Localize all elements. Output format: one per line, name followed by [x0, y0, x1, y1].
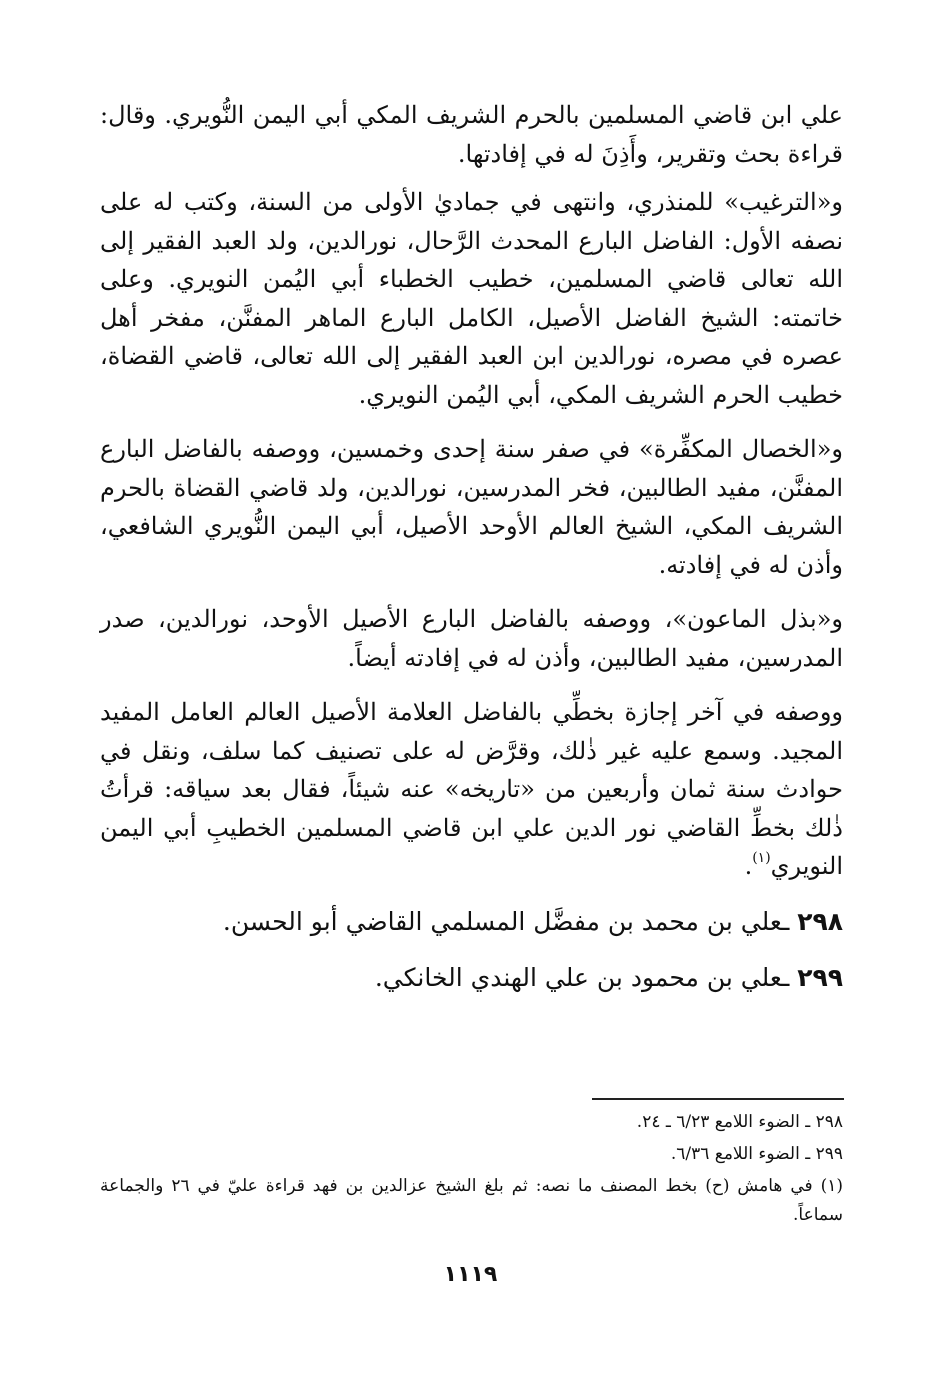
main-text	[100, 96, 843, 1014]
footnote-reference: (١)	[752, 850, 771, 866]
footnote-1: (١) في هامش (ح) بخط المصنف ما نصه: ثم بلغ الشيخ عزالدين بن فهد قراءة عليّ في ٢٦ والجماعة سماعاً.	[100, 1176, 843, 1225]
paragraph-badhl: و«بذل الماعون»، ووصفه بالفاضل البارع الأصيل الأوحد، نورالدين، صدر المدرسين، مفيد الطالبين، وأذن له في إفادته أيضاً.	[100, 605, 843, 672]
entry-number: ٢٩٩	[797, 962, 843, 992]
paragraph-khisal: و«الخصال المكفِّرة» في صفر سنة إحدى وخمسين، ووصفه بالفاضل البارع المفنَّن، مفيد الطالبين، فخر المدرسين، نورالدين، ولد قاضي القضاة بالحرم الشريف المكي، الشيخ العالم الأوحد الأصيل، أبي اليمن النُّويري الشافعي، وأذن له في إفادته.	[100, 435, 843, 579]
footnotes	[100, 1108, 843, 1233]
entry-title: علي بن محمود بن علي الهندي الخانكي.	[374, 962, 782, 992]
paragraph-ijaza-end: .	[744, 852, 753, 880]
biography-entry-299	[100, 958, 843, 998]
biography-entry-298	[100, 902, 843, 942]
entry-dash: ـ	[781, 906, 798, 936]
page-number: ١١١٩	[443, 1262, 498, 1287]
footnote-299: ٢٩٩ ـ الضوء اللامع ٦/٣٦.	[670, 1144, 843, 1164]
paragraph-ijaza-text: ووصفه في آخر إجازة بخطِّي بالفاضل العلامة الأصيل العالم العامل المفيد المجيد. وسمع عليه غير ذٰلك، وقرَّض له على تصنيف كما سلف، ونقل في حوادث سنة ثمان وأربعين من «تاريخه» عنه شيئاً، فقال بعد سياقه: قرأتُ ذٰلك بخطِّ القاضي نور الدين علي ابن قاضي المسلمين الخطيبِ أبي اليمن النويري	[100, 698, 843, 880]
entry-title: علي بن محمد بن مفضَّل المسلمي القاضي أبو الحسن.	[222, 906, 782, 936]
entry-number: ٢٩٨	[797, 906, 843, 936]
paragraph-continuation: علي ابن قاضي المسلمين بالحرم الشريف المكي أبي اليمن النُّويري. وقال: قراءة بحث وتقرير، وأَذِنَ له في إفادتها.	[100, 101, 843, 168]
paragraph-ijaza	[100, 693, 843, 886]
entry-dash: ـ	[781, 962, 798, 992]
footnote-298: ٢٩٨ ـ الضوء اللامع ٦/٢٣ ـ ٢٤.	[636, 1112, 843, 1132]
footnote-separator	[592, 1098, 844, 1100]
paragraph-targhib: و«الترغيب» للمنذري، وانتهى في جماديٰ الأولى من السنة، وكتب له على نصفه الأول: الفاضل البارع المحدث الرَّحال، نورالدين، ولد العبد الفقير إلى الله تعالى قاضي المسلمين، خطيب الخطباء أبي اليُمن النويري. وعلى خاتمته: الشيخ الفاضل الأصيل، الكامل البارع الماهر المفنَّن، مفخر أهل عصره في مصره، نورالدين ابن العبد الفقير إلى الله تعالى، قاضي القضاة، خطيب الحرم الشريف المكي، أبي اليُمن النويري.	[100, 188, 843, 409]
